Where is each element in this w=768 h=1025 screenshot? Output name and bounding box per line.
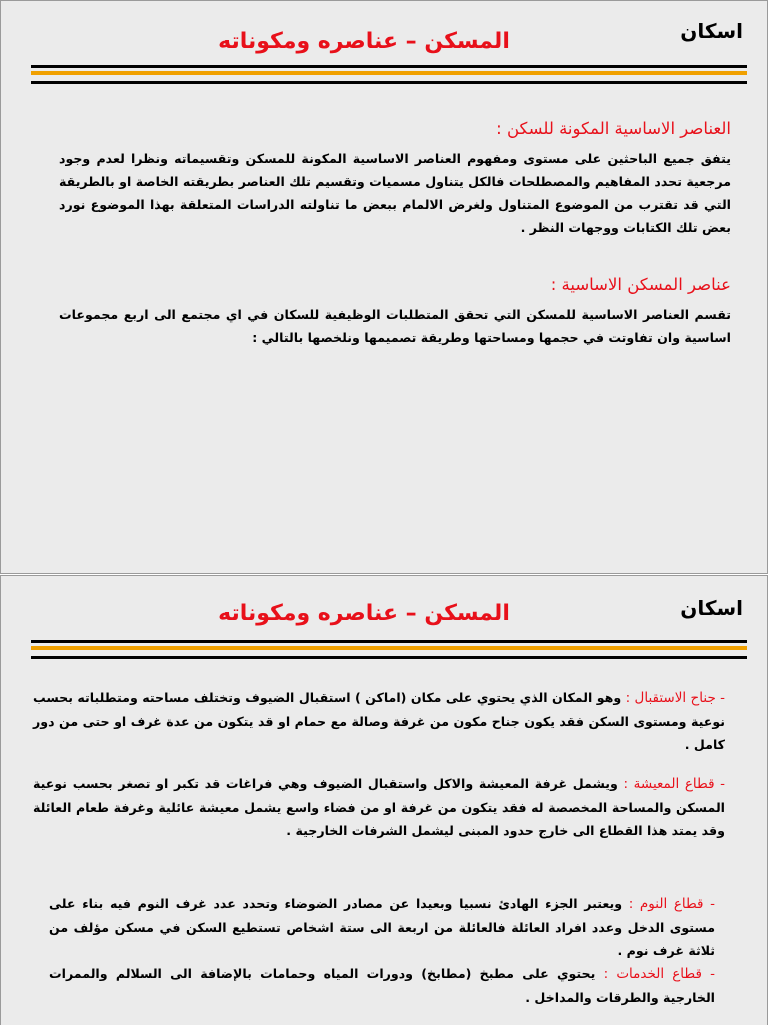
list-item bbox=[33, 772, 725, 842]
section-heading: العناصر الاساسية المكونة للسكن : bbox=[496, 119, 731, 138]
body-paragraph: تقسم العناصر الاساسية للمسكن التي تحقق المتطلبات الوظيفية للسكان في اي مجتمع الى اربع مجموعات اساسية وان تفاوتت في حجمها ومساحتها وطريقة تصميمها ونلخصها بالتالي : bbox=[59, 307, 731, 345]
section-label: اسكان bbox=[680, 19, 743, 43]
title-rule-bottom bbox=[31, 81, 747, 84]
body-paragraph: يتفق جميع الباحثين على مستوى ومفهوم العناصر الاساسية المكونة للمسكن وتقسيماته ونظرا لعدم وجود مرجعية تحدد المفاهيم والمصطلحات فالكل يتناول مسميات وتقسيم تلك العناصر بطريقته الخاصة او بالطريقة التي قد تقترب من الموضوع المتناول ولغرض الالمام ببعض ما تناولته الدراسات المتعلقة بهذا الموضوع نورد بعض تلك الكتابات ووجهات النظر . bbox=[59, 151, 731, 235]
item-term: - قطاع المعيشة : bbox=[623, 776, 726, 792]
item-text: ويشمل غرفة المعيشة والاكل واستقبال الضيوف وهي فراغات قد تكبر او تصغر بحسب نوعية المسكن والمساحة المخصصة له فقد يتكون من غرفة او من فضاء واسع يشمل معيشة عائلية وغرفة طعام العائلة وقد يمتد هذا القطاع الى خارج حدود المبنى ليشمل الشرفات الخارجية . bbox=[33, 776, 725, 838]
title-rule-bottom bbox=[31, 656, 747, 659]
title-rule-top bbox=[31, 65, 747, 68]
item-term: - جناح الاستقبال : bbox=[625, 690, 726, 706]
slide-title: المسكن – عناصره ومكوناته bbox=[218, 29, 510, 54]
title-rule-orange bbox=[31, 71, 747, 75]
title-rule-top bbox=[31, 640, 747, 643]
slide-2 bbox=[0, 575, 768, 1025]
list-item bbox=[49, 962, 715, 1009]
section-heading: عناصر المسكن الاساسية : bbox=[550, 275, 731, 294]
item-text: وهو المكان الذي يحتوي على مكان (اماكن ) استقبال الضيوف وتختلف مساحته ومتطلباته بحسب نوعية ومستوى السكن فقد يكون جناح مكون من غرفة وصالة مع حمام او قد يتكون من عدة غرف او حتى من دور كامل . bbox=[33, 690, 725, 752]
slide-title: المسكن – عناصره ومكوناته bbox=[218, 601, 510, 626]
item-text: يحتوي على مطبخ (مطابخ) ودورات المياه وحمامات بالإضافة الى السلالم والممرات الخارجية والطرقات والمداخل . bbox=[49, 966, 715, 1005]
list-item bbox=[49, 892, 715, 962]
item-text: ويعتبر الجزء الهادئ نسبيا وبعيدا عن مصادر الضوضاء وتحدد عدد غرف النوم فيه بناء على مستوى الدخل وعدد افراد العائلة فالعائلة من اربعة الى ستة اشخاص تستطيع السكن في مسكن مؤلف من ثلاثة غرف نوم . bbox=[49, 896, 715, 958]
item-term: - قطاع الخدمات : bbox=[603, 966, 715, 982]
item-term: - قطاع النوم : bbox=[628, 896, 715, 912]
title-rule-orange bbox=[31, 646, 747, 650]
list-item bbox=[33, 686, 725, 756]
section-label: اسكان bbox=[680, 596, 743, 620]
